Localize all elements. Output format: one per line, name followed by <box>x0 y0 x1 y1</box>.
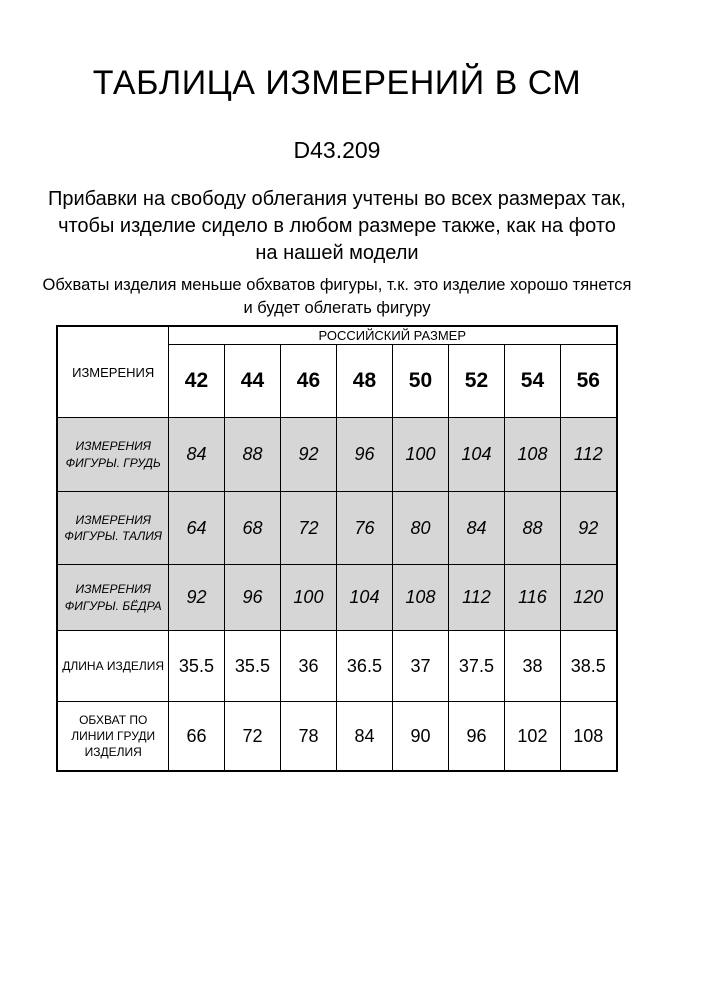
measurement-value-cell: 112 <box>448 565 504 631</box>
table-row-figure-hips <box>57 565 616 631</box>
measurement-value-cell: 35.5 <box>224 631 280 702</box>
measurement-value-cell: 38.5 <box>560 631 616 702</box>
stretch-note-line: Обхваты изделия меньше обхватов фигуры, т.к. это изделие хорошо тянется <box>42 276 632 295</box>
article-code: D43.209 <box>293 137 381 164</box>
stretch-note <box>34 274 640 320</box>
measurement-value-cell: 76 <box>336 492 392 565</box>
size-header-cell: 48 <box>336 345 392 418</box>
measurement-value-cell: 37.5 <box>448 631 504 702</box>
fit-note-line: на нашей модели <box>255 242 419 265</box>
table-header-group-row <box>57 326 616 345</box>
table-row-figure-waist <box>57 492 616 565</box>
measurement-value-cell: 104 <box>336 565 392 631</box>
measurement-value-cell: 92 <box>560 492 616 565</box>
measurement-value-cell: 72 <box>224 702 280 772</box>
measurement-value-cell: 72 <box>280 492 336 565</box>
table-row-product-chest-girth <box>57 702 616 772</box>
measurement-value-cell: 116 <box>504 565 560 631</box>
measurement-value-cell: 68 <box>224 492 280 565</box>
measurement-value-cell: 84 <box>336 702 392 772</box>
row-label-cell: ДЛИНА ИЗДЕЛИЯ <box>57 631 168 702</box>
measurements-corner-header: ИЗМЕРЕНИЯ <box>57 326 168 418</box>
measurement-value-cell: 108 <box>504 418 560 492</box>
measurement-value-cell: 96 <box>448 702 504 772</box>
size-table <box>56 325 617 772</box>
measurement-value-cell: 36.5 <box>336 631 392 702</box>
measurement-value-cell: 108 <box>392 565 448 631</box>
measurement-value-cell: 108 <box>560 702 616 772</box>
measurement-document <box>34 0 640 772</box>
measurement-value-cell: 88 <box>504 492 560 565</box>
measurement-value-cell: 96 <box>224 565 280 631</box>
measurement-value-cell: 80 <box>392 492 448 565</box>
measurement-value-cell: 84 <box>168 418 224 492</box>
row-label-cell: ИЗМЕРЕНИЯ ФИГУРЫ. ГРУДЬ <box>57 418 168 492</box>
size-header-cell: 52 <box>448 345 504 418</box>
size-header-cell: 56 <box>560 345 616 418</box>
measurement-value-cell: 92 <box>168 565 224 631</box>
measurement-value-cell: 92 <box>280 418 336 492</box>
fit-note <box>34 186 640 267</box>
measurement-value-cell: 90 <box>392 702 448 772</box>
fit-note-line: чтобы изделие сидело в любом размере также, как на фото <box>58 215 616 238</box>
measurement-value-cell: 64 <box>168 492 224 565</box>
row-label-cell: ИЗМЕРЕНИЯ ФИГУРЫ. БЁДРА <box>57 565 168 631</box>
measurement-value-cell: 88 <box>224 418 280 492</box>
measurement-value-cell: 84 <box>448 492 504 565</box>
measurement-value-cell: 35.5 <box>168 631 224 702</box>
measurement-value-cell: 37 <box>392 631 448 702</box>
measurement-value-cell: 66 <box>168 702 224 772</box>
table-row-product-length <box>57 631 616 702</box>
measurement-value-cell: 104 <box>448 418 504 492</box>
measurement-value-cell: 100 <box>392 418 448 492</box>
table-row-figure-chest <box>57 418 616 492</box>
size-header-cell: 54 <box>504 345 560 418</box>
size-header-cell: 50 <box>392 345 448 418</box>
size-header-cell: 42 <box>168 345 224 418</box>
measurement-value-cell: 36 <box>280 631 336 702</box>
fit-note-line: Прибавки на свободу облегания учтены во всех размерах так, <box>48 188 626 211</box>
stretch-note-line: и будет облегать фигуру <box>243 299 431 318</box>
size-header-cell: 46 <box>280 345 336 418</box>
row-label-cell: ИЗМЕРЕНИЯ ФИГУРЫ. ТАЛИЯ <box>57 492 168 565</box>
measurement-value-cell: 78 <box>280 702 336 772</box>
measurement-value-cell: 38 <box>504 631 560 702</box>
russian-size-group-header: РОССИЙСКИЙ РАЗМЕР <box>168 326 616 345</box>
measurement-value-cell: 112 <box>560 418 616 492</box>
size-header-cell: 44 <box>224 345 280 418</box>
measurement-value-cell: 120 <box>560 565 616 631</box>
measurement-value-cell: 102 <box>504 702 560 772</box>
measurement-value-cell: 100 <box>280 565 336 631</box>
measurement-value-cell: 96 <box>336 418 392 492</box>
page-title: ТАБЛИЦА ИЗМЕРЕНИЙ В СМ <box>92 64 582 102</box>
row-label-cell: ОБХВАТ ПО ЛИНИИ ГРУДИ ИЗДЕЛИЯ <box>57 702 168 772</box>
